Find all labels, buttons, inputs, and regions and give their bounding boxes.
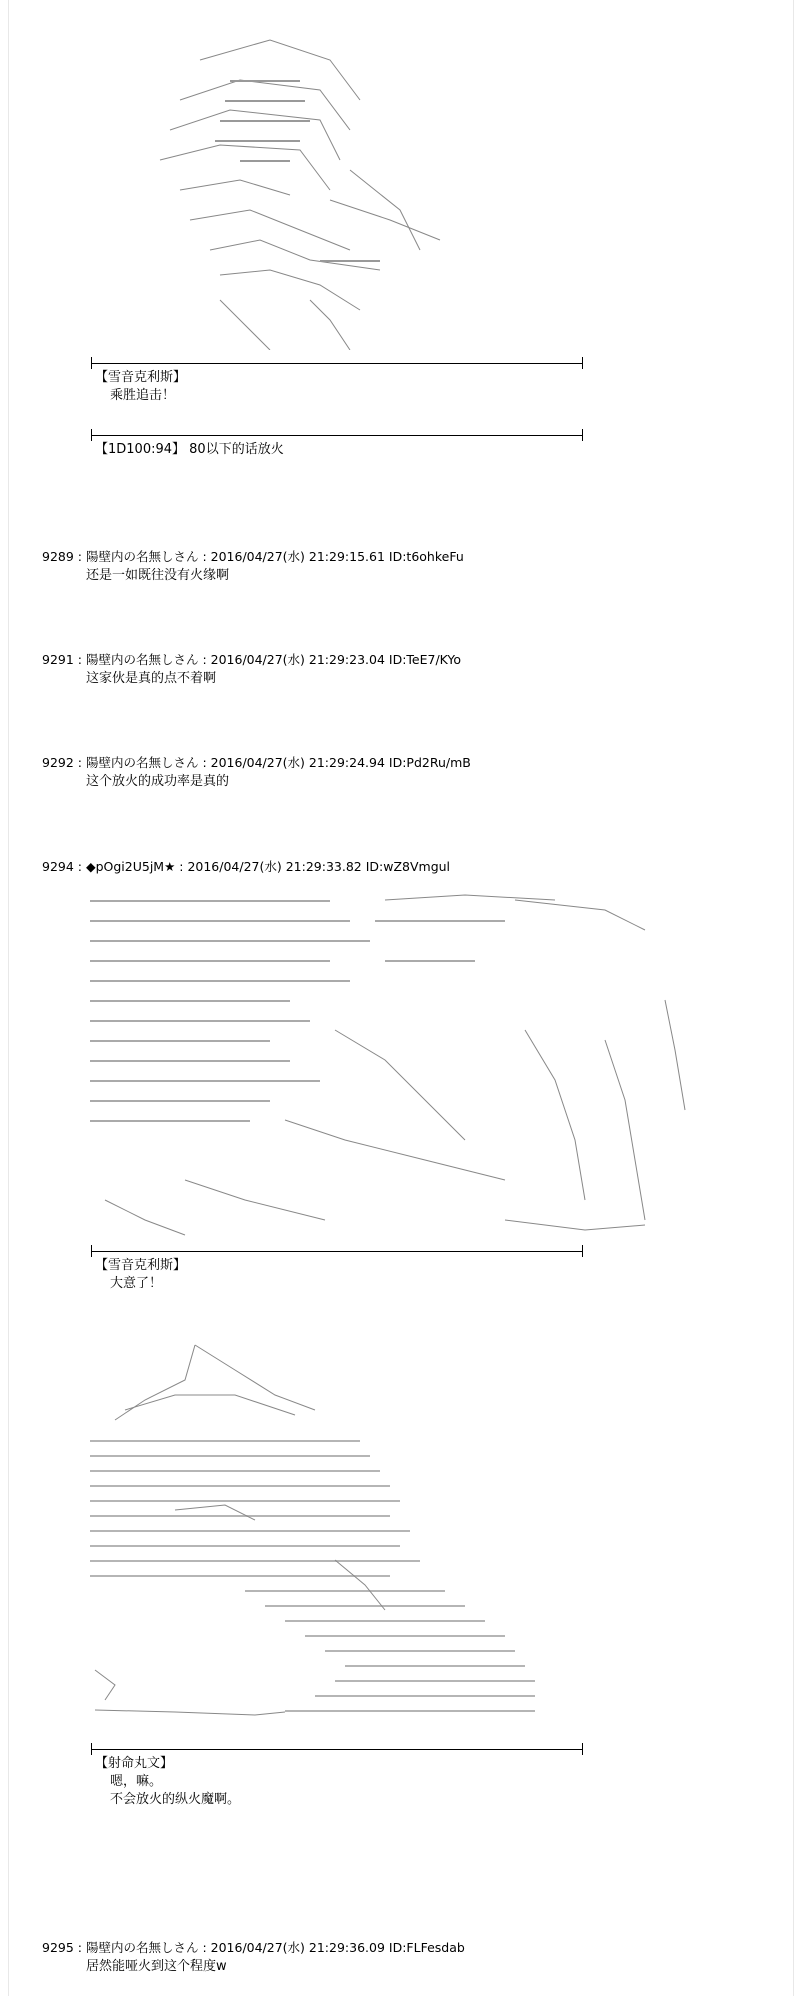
- divider-line: [91, 435, 583, 436]
- divider-tick: [582, 1743, 583, 1755]
- ascii-art-chris-1: [120, 20, 450, 350]
- dialogue-line: 不会放火的纵火魔啊。: [110, 1792, 241, 1807]
- divider-line: [91, 363, 583, 364]
- post-header: 9295 : 陽壁内の名無しさん : 2016/04/27(水) 21:29:36.09 ID:FLFesdab: [42, 1940, 465, 1955]
- post-body: 这家伙是真的点不着啊: [86, 671, 217, 686]
- speaker-name: 【雪音克利斯】: [95, 370, 187, 385]
- divider-line: [91, 1251, 583, 1252]
- post-body: 还是一如既往没有火缘啊: [86, 568, 230, 583]
- divider-tick: [582, 357, 583, 369]
- divider-tick: [91, 429, 92, 441]
- speaker-name: 【射命丸文】: [95, 1756, 174, 1771]
- post-header: 9292 : 陽壁内の名無しさん : 2016/04/27(水) 21:29:24.94 ID:Pd2Ru/mB: [42, 755, 471, 770]
- dialogue-line: 大意了！: [110, 1276, 163, 1291]
- divider-tick: [91, 1743, 92, 1755]
- post-header: 9294 : ◆pOgi2U5jM★ : 2016/04/27(水) 21:29:33.82 ID:wZ8Vmgul: [42, 859, 451, 874]
- dialogue-line: 乘胜追击！: [110, 388, 176, 403]
- post-body: 这个放火的成功率是真的: [86, 774, 230, 789]
- divider-line: [91, 1749, 583, 1750]
- divider-tick: [582, 429, 583, 441]
- speaker-name: 【雪音克利斯】: [95, 1258, 187, 1273]
- divider-tick: [91, 357, 92, 369]
- post-header: 9291 : 陽壁内の名無しさん : 2016/04/27(水) 21:29:23.04 ID:TeE7/KYo: [42, 652, 462, 667]
- divider-tick: [91, 1245, 92, 1257]
- dice-roll: 【1D100:94】 80以下的话放火: [95, 442, 284, 457]
- divider-tick: [582, 1245, 583, 1257]
- dialogue-line: 嗯，嘛。: [110, 1774, 163, 1789]
- ascii-art-aya: [85, 1340, 585, 1745]
- ascii-art-chris-2: [85, 880, 705, 1245]
- post-body: 居然能哑火到这个程度w: [86, 1959, 227, 1974]
- post-header: 9289 : 陽壁内の名無しさん : 2016/04/27(水) 21:29:15.61 ID:t6ohkeFu: [42, 549, 464, 564]
